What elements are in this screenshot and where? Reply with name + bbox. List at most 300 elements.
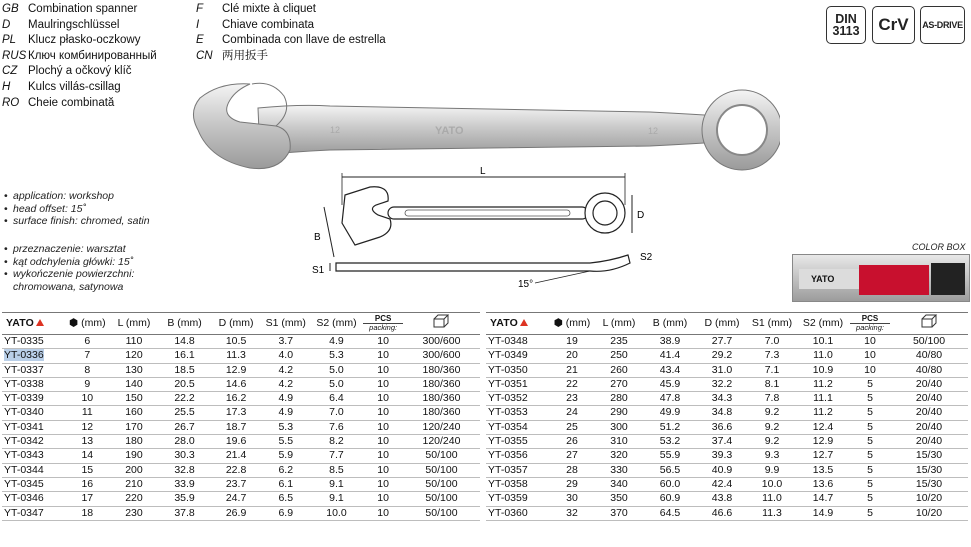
header-cell	[850, 313, 890, 335]
language-code: GB	[2, 3, 19, 15]
table-cell: 39.3	[696, 449, 748, 463]
table-cell	[2, 406, 65, 420]
bullet-item: • application: workshop	[4, 190, 150, 203]
table-cell: 8.5	[310, 463, 364, 477]
table-cell: 10	[363, 506, 403, 520]
product-code: YT-0356	[488, 449, 528, 462]
table-header	[486, 313, 968, 335]
table-cell: 34.3	[696, 392, 748, 406]
color-box-image	[792, 254, 970, 302]
table-row	[2, 463, 480, 477]
table-cell: 5	[850, 392, 890, 406]
table-cell: 7.7	[310, 449, 364, 463]
header-B: B (mm)	[652, 316, 688, 329]
table-cell: 18	[65, 506, 109, 520]
language-row	[2, 18, 157, 34]
table-cell: 180/360	[403, 406, 480, 420]
table-cell: 11.2	[796, 406, 850, 420]
table-row	[486, 335, 968, 349]
table-cell: 25.5	[159, 406, 211, 420]
table-cell: 8	[65, 363, 109, 377]
table-cell: 14.9	[796, 506, 850, 520]
table-cell: 10	[850, 349, 890, 363]
table-cell: 46.6	[696, 506, 748, 520]
dim-D-label: D	[637, 210, 645, 221]
table-cell: 11.2	[796, 377, 850, 391]
language-name: Kulcs villás-csillag	[28, 80, 121, 93]
header-cell	[890, 313, 968, 335]
table-cell: 60.9	[644, 492, 696, 506]
header-cell	[262, 313, 310, 335]
table-cell: 20	[550, 349, 594, 363]
header-cell	[310, 313, 364, 335]
table-row	[486, 406, 968, 420]
header-pcs: PCS	[374, 314, 392, 323]
table-cell: 5.3	[310, 349, 364, 363]
table-cell: 15/30	[890, 463, 968, 477]
language-row	[2, 33, 157, 49]
table-cell: 27.7	[696, 335, 748, 349]
table-cell: 32.2	[696, 377, 748, 391]
table-row	[2, 363, 480, 377]
table-cell: 7	[65, 349, 109, 363]
table-cell: 11	[65, 406, 109, 420]
language-name: Combinada con llave de estrella	[222, 34, 386, 47]
table-cell: 9.1	[310, 477, 364, 491]
table-row	[486, 506, 968, 520]
header-size: (mm)	[565, 316, 591, 329]
table-cell: 22	[550, 377, 594, 391]
engraving-size-left: 12	[330, 125, 341, 135]
angle-label: 15°	[518, 279, 534, 290]
language-row	[196, 2, 386, 18]
table-cell: 20/40	[890, 435, 968, 449]
language-code: RO	[2, 96, 20, 109]
table-cell	[2, 363, 65, 377]
language-name: Chiave combinata	[222, 18, 315, 31]
table-row	[486, 492, 968, 506]
table-cell	[2, 449, 65, 463]
product-code: YT-0336	[4, 349, 44, 362]
table-cell: 5	[850, 449, 890, 463]
spec-table-left	[2, 312, 480, 521]
table-row	[2, 349, 480, 363]
table-cell: 50/100	[890, 335, 968, 349]
table-cell: 40.9	[696, 463, 748, 477]
table-cell: 10	[363, 477, 403, 491]
table-cell: 150	[109, 392, 159, 406]
table-cell: 64.5	[644, 506, 696, 520]
dim-S1-label: S1	[312, 265, 325, 276]
product-code: YT-0338	[4, 377, 44, 390]
table-cell: 42.4	[696, 477, 748, 491]
language-list-right	[196, 2, 386, 64]
product-code: YT-0358	[488, 477, 528, 490]
header-cell	[65, 313, 109, 335]
table-cell: 26	[550, 435, 594, 449]
table-row	[486, 392, 968, 406]
color-box-red-panel	[859, 265, 929, 295]
table-header	[2, 313, 480, 335]
table-cell	[486, 506, 550, 520]
table-cell: 190	[109, 449, 159, 463]
table-cell: 21	[550, 363, 594, 377]
table-cell: 15/30	[890, 477, 968, 491]
table-cell	[486, 420, 550, 434]
table-cell: 41.4	[644, 349, 696, 363]
table-cell: 7.0	[748, 335, 796, 349]
table-cell: 17.3	[210, 406, 262, 420]
table-cell: 40/80	[890, 363, 968, 377]
table-cell: 370	[594, 506, 644, 520]
box-icon	[432, 314, 450, 328]
table-cell: 6.5	[262, 492, 310, 506]
table-cell: 20/40	[890, 420, 968, 434]
product-code: YT-0357	[488, 463, 528, 476]
header-cell	[159, 313, 211, 335]
table-row	[2, 506, 480, 520]
table-row	[2, 449, 480, 463]
table-cell: 340	[594, 477, 644, 491]
table-cell: 33.9	[159, 477, 211, 491]
language-code: E	[196, 34, 204, 47]
table-cell: 230	[109, 506, 159, 520]
table-cell: 9.1	[310, 492, 364, 506]
table-cell: 34.8	[696, 406, 748, 420]
table-cell	[2, 420, 65, 434]
product-code: YT-0340	[4, 406, 44, 419]
header-cell	[2, 313, 65, 335]
table-row	[2, 406, 480, 420]
table-cell: 37.4	[696, 435, 748, 449]
language-code: I	[196, 18, 200, 31]
table-cell	[486, 349, 550, 363]
table-cell: 14.6	[210, 377, 262, 391]
table-cell: 7.3	[748, 349, 796, 363]
table-cell: 14.7	[796, 492, 850, 506]
header-cell	[109, 313, 159, 335]
table-cell: 12.9	[210, 363, 262, 377]
din-label: DIN	[835, 12, 857, 26]
header-S1: S1 (mm)	[265, 316, 306, 329]
product-code: YT-0355	[488, 435, 528, 448]
table-cell: 30.3	[159, 449, 211, 463]
header-D: D (mm)	[218, 316, 254, 329]
table-cell: 20.5	[159, 377, 211, 391]
table-cell: 25	[550, 420, 594, 434]
table-cell	[486, 477, 550, 491]
table-cell: 10.0	[748, 477, 796, 491]
table-cell: 11.1	[796, 392, 850, 406]
language-code: CZ	[2, 65, 18, 78]
table-cell: 310	[594, 435, 644, 449]
table-cell: 235	[594, 335, 644, 349]
header-cell	[403, 313, 480, 335]
table-cell: 9.2	[748, 435, 796, 449]
table-cell	[486, 377, 550, 391]
table-cell	[486, 335, 550, 349]
table-cell: 10/20	[890, 492, 968, 506]
table-cell: 16.2	[210, 392, 262, 406]
table-row	[2, 435, 480, 449]
table-cell: 300	[594, 420, 644, 434]
table-cell: 10.0	[310, 506, 364, 520]
product-code: YT-0335	[4, 335, 44, 347]
header-size: (mm)	[81, 316, 106, 329]
table-cell: 5	[850, 477, 890, 491]
table-cell: 250	[594, 349, 644, 363]
table-cell: 37.8	[159, 506, 211, 520]
table-cell: 56.5	[644, 463, 696, 477]
header-L: L (mm)	[117, 316, 151, 329]
table-cell: 4.9	[310, 335, 364, 349]
table-cell: 130	[109, 363, 159, 377]
product-code: YT-0344	[4, 463, 44, 476]
table-cell: 19	[550, 335, 594, 349]
table-cell	[2, 435, 65, 449]
table-cell: 40/80	[890, 349, 968, 363]
table-cell: 6.1	[262, 477, 310, 491]
table-cell: 10/20	[890, 506, 968, 520]
technical-drawing	[300, 165, 670, 290]
table-cell: 15	[65, 463, 109, 477]
table-row	[486, 463, 968, 477]
table-row	[486, 449, 968, 463]
table-cell: 10	[65, 392, 109, 406]
table-cell	[486, 363, 550, 377]
table-cell: 22.8	[210, 463, 262, 477]
table-cell: 28.0	[159, 435, 211, 449]
product-code: YT-0352	[488, 392, 528, 405]
table-cell: 5	[850, 420, 890, 434]
table-cell	[2, 492, 65, 506]
engraving-brand: YATO	[435, 125, 464, 137]
language-name: Maulringschlüssel	[28, 18, 120, 31]
dim-L-label: L	[480, 166, 486, 177]
table-cell: 5.0	[310, 377, 364, 391]
language-name: Clé mixte à cliquet	[222, 3, 316, 15]
header-cell	[363, 313, 403, 335]
header-cell	[696, 313, 748, 335]
table-cell: 10	[363, 420, 403, 434]
language-name: Ключ комбинированный	[28, 49, 157, 62]
table-cell: 32.8	[159, 463, 211, 477]
yato-logo-icon	[520, 319, 528, 326]
language-list-left	[2, 2, 157, 111]
table-cell: 7.0	[310, 406, 364, 420]
table-cell	[2, 477, 65, 491]
language-name: Cheie combinată	[28, 96, 115, 109]
dim-B-label: B	[314, 232, 321, 243]
header-cell	[594, 313, 644, 335]
table-cell: 50/100	[403, 506, 480, 520]
table-cell: 300/600	[403, 349, 480, 363]
header-B: B (mm)	[167, 316, 202, 329]
table-row	[2, 420, 480, 434]
table-cell: 10	[363, 435, 403, 449]
header-cell	[644, 313, 696, 335]
table-cell: 10.5	[210, 335, 262, 349]
table-cell: 210	[109, 477, 159, 491]
spec-table-right	[486, 312, 968, 521]
table-row	[2, 477, 480, 491]
product-code: YT-0350	[488, 363, 528, 376]
product-code: YT-0343	[4, 449, 44, 462]
language-name: Klucz płasko-oczkowy	[28, 34, 141, 47]
header-S1: S1 (mm)	[751, 316, 793, 329]
table-cell: 11.0	[748, 492, 796, 506]
product-code: YT-0359	[488, 492, 528, 505]
yato-logo-icon	[36, 319, 44, 326]
table-cell: 17	[65, 492, 109, 506]
table-cell: 30	[550, 492, 594, 506]
din-number: 3113	[832, 24, 860, 38]
language-code: PL	[2, 34, 17, 47]
table-row	[2, 392, 480, 406]
table-cell: 290	[594, 406, 644, 420]
table-cell: 330	[594, 463, 644, 477]
table-cell: 120/240	[403, 420, 480, 434]
language-code: CN	[196, 49, 213, 62]
table-cell: 7.6	[310, 420, 364, 434]
table-cell: 16	[65, 477, 109, 491]
table-cell: 29	[550, 477, 594, 491]
header-cell	[748, 313, 796, 335]
table-cell: 38.9	[644, 335, 696, 349]
table-cell: 4.0	[262, 349, 310, 363]
table-cell: 170	[109, 420, 159, 434]
table-cell: 270	[594, 377, 644, 391]
table-cell: 19.6	[210, 435, 262, 449]
nut-icon: ⬢	[69, 316, 79, 329]
header-packing: packing:	[850, 323, 890, 332]
bullets-polish	[4, 243, 134, 293]
product-code: YT-0354	[488, 420, 528, 433]
table-cell: 16.1	[159, 349, 211, 363]
table-cell	[2, 463, 65, 477]
table-row	[486, 420, 968, 434]
table-cell: 9	[65, 377, 109, 391]
table-cell: 50/100	[403, 492, 480, 506]
table-cell	[2, 392, 65, 406]
header-packing: packing:	[363, 323, 403, 332]
table-cell: 4.2	[262, 363, 310, 377]
language-row	[196, 18, 386, 34]
table-cell: 110	[109, 335, 159, 349]
table-cell: 180/360	[403, 377, 480, 391]
table-cell: 6.2	[262, 463, 310, 477]
din-3113-badge	[826, 6, 866, 44]
table-cell: 28	[550, 463, 594, 477]
table-cell: 10	[363, 335, 403, 349]
table-cell: 7.1	[748, 363, 796, 377]
table-cell: 12.9	[796, 435, 850, 449]
product-code: YT-0342	[4, 435, 44, 448]
language-row	[2, 96, 157, 112]
language-row	[2, 80, 157, 96]
table-cell: 4.9	[262, 406, 310, 420]
bullets-english	[4, 190, 150, 228]
table-row	[486, 363, 968, 377]
table-cell: 11.0	[796, 349, 850, 363]
language-code: D	[2, 18, 11, 31]
as-drive-badge: AS-DRIVE	[920, 6, 965, 44]
table-cell: 180/360	[403, 392, 480, 406]
table-cell: 6	[65, 335, 109, 349]
table-cell: 18.7	[210, 420, 262, 434]
product-code: YT-0337	[4, 363, 44, 376]
header-L: L (mm)	[602, 316, 636, 329]
table-cell: 13.5	[796, 463, 850, 477]
table-row	[486, 349, 968, 363]
header-pcs: PCS	[861, 314, 879, 323]
table-row	[2, 335, 480, 349]
yato-logo-text: YATO	[6, 316, 35, 329]
table-cell: 43.4	[644, 363, 696, 377]
product-code: YT-0360	[488, 506, 528, 519]
table-cell: 18.5	[159, 363, 211, 377]
crv-badge: CrV	[872, 6, 915, 44]
table-cell: 3.7	[262, 335, 310, 349]
language-code: F	[196, 3, 204, 15]
table-cell	[486, 463, 550, 477]
table-cell: 10	[363, 492, 403, 506]
product-code: YT-0353	[488, 406, 528, 419]
table-cell: 6.4	[310, 392, 364, 406]
table-cell	[486, 406, 550, 420]
table-cell: 5	[850, 377, 890, 391]
table-cell: 50/100	[403, 477, 480, 491]
header-S2: S2 (mm)	[802, 316, 844, 329]
nut-icon: ⬢	[553, 316, 563, 329]
table-cell: 31.0	[696, 363, 748, 377]
table-cell: 15/30	[890, 449, 968, 463]
table-cell: 10.1	[796, 335, 850, 349]
table-cell: 5	[850, 492, 890, 506]
table-cell: 5.5	[262, 435, 310, 449]
bullet-item: • head offset: 15˚	[4, 203, 150, 216]
table-cell: 120	[109, 349, 159, 363]
table-cell: 43.8	[696, 492, 748, 506]
table-cell	[2, 377, 65, 391]
table-cell: 36.6	[696, 420, 748, 434]
yato-logo-text: YATO	[490, 316, 519, 329]
language-row	[2, 64, 157, 80]
table-cell: 6.9	[262, 506, 310, 520]
table-row	[486, 477, 968, 491]
table-cell: 5	[850, 435, 890, 449]
table-cell: 47.8	[644, 392, 696, 406]
table-cell: 4.2	[262, 377, 310, 391]
table-cell: 300/600	[403, 335, 480, 349]
table-cell: 26.9	[210, 506, 262, 520]
table-cell	[486, 435, 550, 449]
table-row	[2, 492, 480, 506]
table-cell: 26.7	[159, 420, 211, 434]
table-cell: 260	[594, 363, 644, 377]
table-cell: 24	[550, 406, 594, 420]
bullet-item: • surface finish: chromed, satin	[4, 215, 150, 228]
table-cell: 23	[550, 392, 594, 406]
header-D: D (mm)	[704, 316, 740, 329]
language-name: Combination spanner	[28, 3, 138, 15]
dim-S2-label: S2	[640, 252, 653, 263]
header-cell	[486, 313, 550, 335]
table-cell: 320	[594, 449, 644, 463]
table-cell: 55.9	[644, 449, 696, 463]
table-cell: 280	[594, 392, 644, 406]
table-cell: 51.2	[644, 420, 696, 434]
